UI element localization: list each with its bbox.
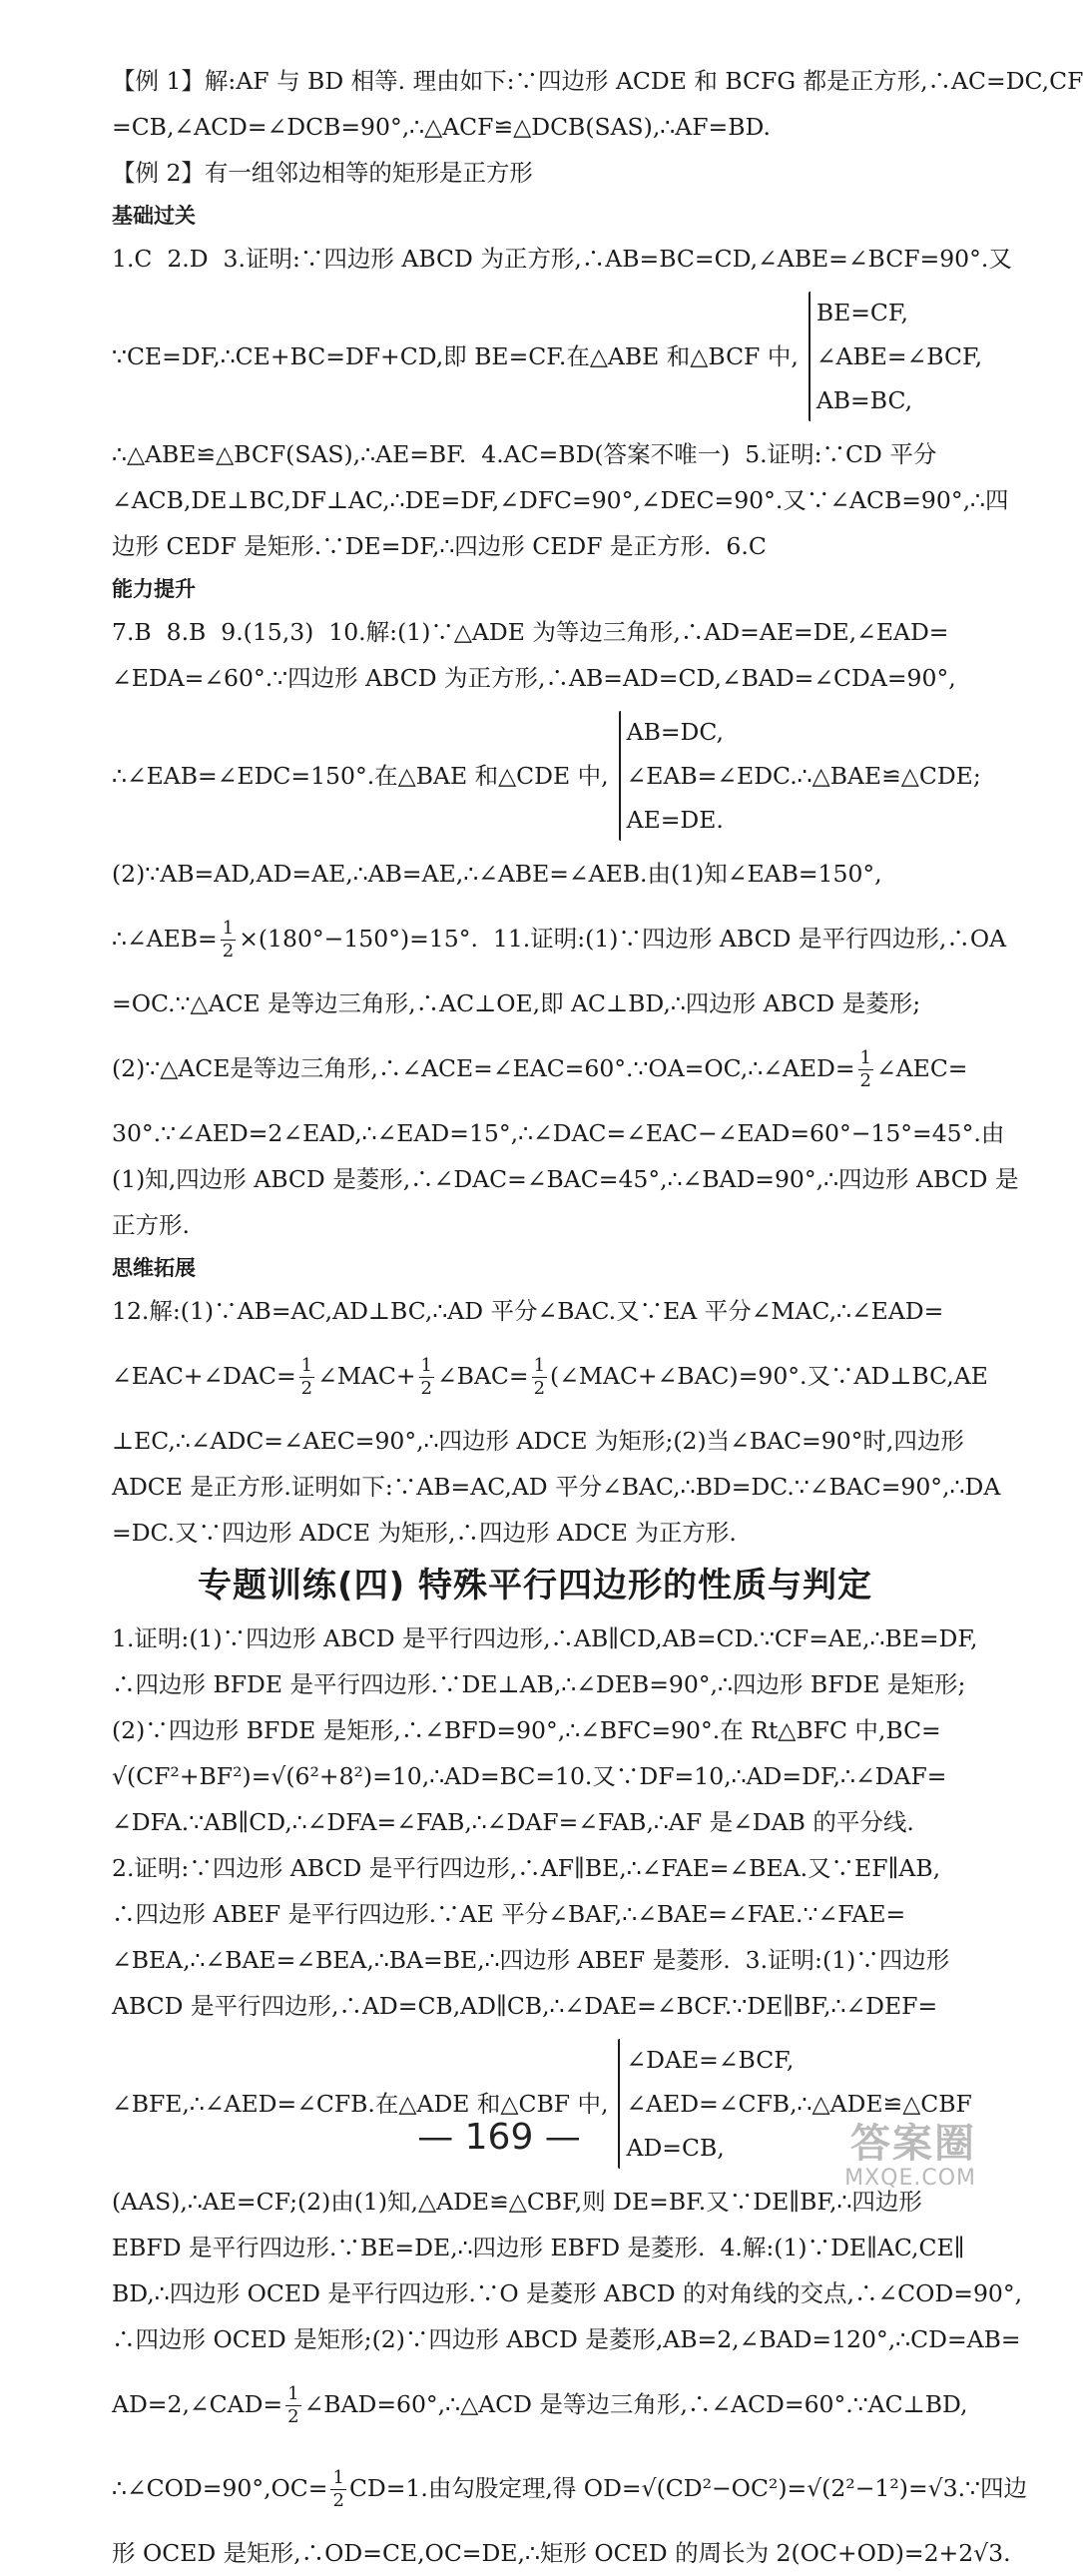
text-line: ∴△ABE≌△BCF(SAS),∴AE=BF. 4.AC=BD(答案不唯一) 5.证明:∵CD 平分 bbox=[112, 440, 937, 468]
section-heading: 思维拓展 bbox=[112, 1256, 196, 1280]
watermark bbox=[844, 2122, 976, 2191]
brace bbox=[809, 292, 811, 421]
text-line: (AAS),∴AE=CF;(2)由(1)知,△ADE≌△CBF,则 DE=BF.又∵DE∥BF,∴四边形 bbox=[112, 2188, 922, 2216]
watermark-logo: 答案圈 bbox=[850, 2121, 976, 2167]
text-line: 2.证明:∵四边形 ABCD 是平行四边形,∴AF∥BE,∴∠FAE=∠BEA.又∵EF∥AB, bbox=[112, 1854, 941, 1882]
text-line: 【例 1】解:AF 与 BD 相等. 理由如下:∵四边形 ACDE 和 BCFG 都是正方形,∴AC=DC,CF bbox=[112, 67, 1083, 95]
text-line: 30°.∵∠AED=2∠EAD,∴∠EAD=15°,∴∠DAC=∠EAC−∠EAD=60°−15°=45°.由 bbox=[112, 1119, 1005, 1147]
text-line: =CB,∠ACD=∠DCB=90°,∴△ACF≌△DCB(SAS),∴AF=BD. bbox=[112, 113, 771, 141]
brace bbox=[619, 711, 621, 841]
section-heading: 基础过关 bbox=[112, 204, 196, 228]
text-line: ∠DFA.∵AB∥CD,∴∠DFA=∠FAB,∴∠DAF=∠FAB,∴AF 是∠DAB 的平分线. bbox=[112, 1808, 914, 1836]
text-line: ∠EAC+∠DAC= $\frac{1}{2}$ ∠MAC+ $\frac{1}{2}$ ∠BAC= $\frac{1}{2}$ (∠MAC+∠BAC)=90°.又∵AD⊥BC,AE bbox=[112, 1355, 988, 1399]
section-heading: 能力提升 bbox=[112, 577, 196, 601]
text-line: ∴四边形 OCED 是矩形;(2)∵四边形 ABCD 是菱形,AB=2,∠BAD=120°,∴CD=AB= bbox=[112, 2325, 1021, 2353]
text-line: ∠EDA=∠60°.∵四边形 ABCD 为正方形,∴AB=AD=CD,∠BAD=∠CDA=90°, bbox=[112, 664, 956, 692]
text-line: 1.证明:(1)∵四边形 ABCD 是平行四边形,∴AB∥CD,AB=CD.∵CF=AE,∴BE=DF, bbox=[112, 1624, 978, 1652]
text-line: ∴四边形 ABEF 是平行四边形.∵AE 平分∠BAF,∴∠BAE=∠FAE.∵∠FAE= bbox=[112, 1900, 906, 1928]
text-line: (2)∵四边形 BFDE 是矩形,∴∠BFD=90°,∴∠BFC=90°.在 Rt△BFC 中,BC= bbox=[112, 1716, 941, 1744]
equation-system-line: ∴∠EAB=∠EDC=150°.在△BAE 和△CDE 中, AB=DC, ∠EAB=∠EDC.∴△BAE≌△CDE; AE=DE. bbox=[112, 701, 958, 851]
text-line: =DC.又∵四边形 ADCE 为矩形,∴四边形 ADCE 为正方形. bbox=[112, 1519, 737, 1547]
text-line: 7.B 8.B 9.(15,3) 10.解:(1)∵△ADE 为等边三角形,∴AD=AE=DE,∠EAD= bbox=[112, 618, 949, 646]
fraction: $\frac{1}{2}$ bbox=[420, 1355, 432, 1399]
text-line: ∠ACB,DE⊥BC,DF⊥AC,∴DE=DF,∠DFC=90°,∠DEC=90°.又∵∠ACB=90°,∴四 bbox=[112, 486, 1009, 514]
text-line: ∠BEA,∴∠BAE=∠BEA,∴BA=BE,∴四边形 ABEF 是菱形. 3.证明:(1)∵四边形 bbox=[112, 1946, 950, 1974]
text-line: 边形 CEDF 是矩形.∵DE=DF,∴四边形 CEDF 是正方形. 6.C bbox=[112, 532, 767, 560]
fraction: $\frac{1}{2}$ bbox=[533, 1355, 546, 1399]
text-line: (2)∵△ACE是等边三角形,∴∠ACE=∠EAC=60°.∵OA=OC,∴∠AED= $\frac{1}{2}$ ∠AEC= bbox=[112, 1047, 968, 1091]
text-line: 形 OCED 是矩形,∴OD=CE,OC=DE,∴矩形 OCED 的周长为 2(OC+OD)=2+2√3. bbox=[112, 2539, 1011, 2567]
text-line: ABCD 是平行四边形,∴AD=CB,AD∥CB,∴∠DAE=∠BCF.∵DE∥BF,∴∠DEF= bbox=[112, 1992, 938, 2020]
text-line: (2)∵AB=AD,AD=AE,∴AB=AE,∴∠ABE=∠AEB.由(1)知∠EAB=150°, bbox=[112, 860, 882, 888]
equation-system: BE=CF, ∠ABE=∠BCF, AB=BC, bbox=[815, 299, 983, 414]
text-line: EBFD 是平行四边形.∵BE=DE,∴四边形 EBFD 是菱形. 4.解:(1)∵DE∥AC,CE∥ bbox=[112, 2234, 965, 2261]
text-line: (1)知,四边形 ABCD 是菱形,∴∠DAC=∠BAC=45°,∴∠BAD=90°,∴四边形 ABCD 是 bbox=[112, 1165, 1019, 1193]
text-line: 12.解:(1)∵AB=AC,AD⊥BC,∴AD 平分∠BAC.又∵EA 平分∠MAC,∴∠EAD= bbox=[112, 1297, 944, 1325]
fraction: $\frac{1}{2}$ bbox=[300, 1355, 313, 1399]
page-number: — 169 — bbox=[417, 2117, 581, 2158]
text-line: ∴四边形 BFDE 是平行四边形.∵DE⊥AB,∴∠DEB=90°,∴四边形 BFDE 是矩形; bbox=[112, 1670, 966, 1698]
equation-system-line: ∠BFE,∴∠AED=∠CFB.在△ADE 和△CBF 中, ∠DAE=∠BCF, ∠AED=∠CFB,∴△ADE≌△CBF AD=CB, bbox=[112, 2029, 958, 2179]
section-title: 专题训练(四) 特殊平行四边形的性质与判定 bbox=[198, 1566, 872, 1606]
equation-system: ∠DAE=∠BCF, ∠AED=∠CFB,∴△ADE≌△CBF AD=CB, bbox=[626, 2046, 972, 2162]
fraction: $\frac{1}{2}$ bbox=[332, 2467, 344, 2511]
text-line: ∴∠AEB= $\frac{1}{2}$ ×(180°−150°)=15°. 11.证明:(1)∵四边形 ABCD 是平行四边形,∴OA bbox=[112, 918, 1007, 962]
equation-system: AB=DC, ∠EAB=∠EDC.∴△BAE≌△CDE; AE=DE. bbox=[626, 718, 981, 834]
watermark-url: MXQE.COM bbox=[844, 2166, 976, 2191]
text-line: BD,∴四边形 OCED 是平行四边形.∵O 是菱形 ABCD 的对角线的交点,∴∠COD=90°, bbox=[112, 2279, 1023, 2307]
text-line: AD=2,∠CAD= $\frac{1}{2}$ ∠BAD=60°,∴△ACD 是等边三角形,∴∠ACD=60°.∵AC⊥BD, bbox=[112, 2383, 968, 2427]
equation-system-line: ∵CE=DF,∴CE+BC=DF+CD,即 BE=CF.在△ABE 和△BCF 中, BE=CF, ∠ABE=∠BCF, AB=BC, bbox=[112, 282, 958, 431]
text-line: 1.C 2.D 3.证明:∵四边形 ABCD 为正方形,∴AB=BC=CD,∠ABE=∠BCF=90°.又 bbox=[112, 245, 1012, 273]
fraction: $\frac{1}{2}$ bbox=[222, 918, 235, 962]
text-line: 正方形. bbox=[112, 1211, 190, 1239]
text-line: ⊥EC,∴∠ADC=∠AEC=90°,∴四边形 ADCE 为矩形;(2)当∠BAC=90°时,四边形 bbox=[112, 1427, 964, 1455]
text-line: ADCE 是正方形.证明如下:∵AB=AC,AD 平分∠BAC,∴BD=DC.∵∠BAC=90°,∴DA bbox=[112, 1473, 1001, 1501]
text-line: =OC.∵△ACE 是等边三角形,∴AC⊥OE,即 AC⊥BD,∴四边形 ABCD 是菱形; bbox=[112, 989, 921, 1017]
fraction: $\frac{1}{2}$ bbox=[287, 2383, 299, 2427]
fraction: $\frac{1}{2}$ bbox=[859, 1047, 871, 1091]
text-line: √(CF²+BF²)=√(6²+8²)=10,∴AD=BC=10.又∵DF=10,∴AD=DF,∴∠DAF= bbox=[112, 1762, 947, 1790]
text-line: ∴∠COD=90°,OC= $\frac{1}{2}$ CD=1.由勾股定理,得 OD=√(CD²−OC²)=√(2²−1²)=√3.∵四边 bbox=[112, 2467, 1027, 2511]
text-line: 【例 2】有一组邻边相等的矩形是正方形 bbox=[112, 159, 533, 187]
